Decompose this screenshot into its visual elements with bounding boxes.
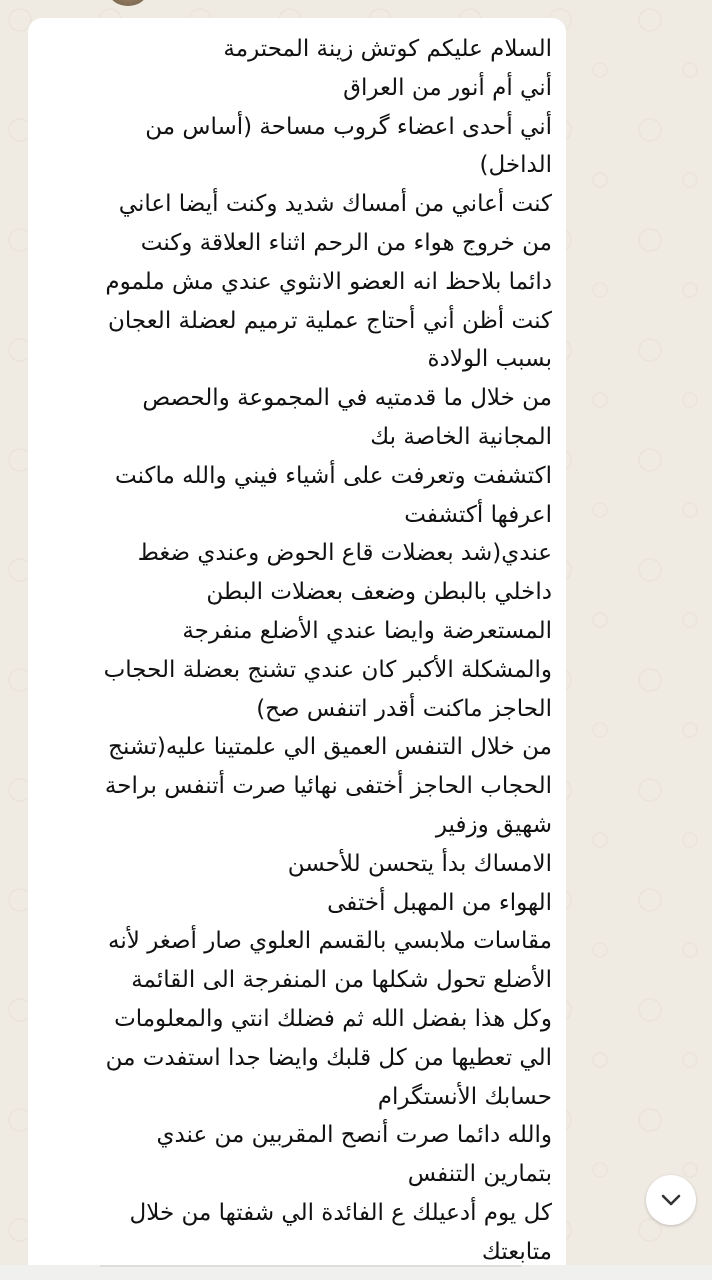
message-text-line: الامساك بدأ يتحسن للأحسن: [287, 850, 552, 877]
message-text-line: وكل هذا بفضل الله ثم فضلك انتي والمعلومات: [114, 1005, 552, 1032]
message-text-line: والمشكلة الأكبر كان عندي تشنج بعضلة الحجاب: [103, 656, 552, 683]
message-text-line: من خلال ما قدمتيه في المجموعة والحصص: [142, 385, 552, 412]
message-text-line: والله دائما صرت أنصح المقربين من عندي: [156, 1122, 552, 1149]
message-text-line: أني أم أنور من العراق: [343, 74, 552, 101]
message-text-line: دائما بلاحظ انه العضو الانثوي عندي مش ملموم: [105, 268, 552, 295]
message-text-line: كنت أظن أني أحتاج عملية ترميم لعضلة العجان: [107, 307, 552, 334]
message-text-line: حسابك الأنستگرام: [377, 1083, 552, 1110]
message-text-line: المجانية الخاصة بك: [370, 423, 552, 450]
message-text-line: الي تعطيها من كل قلبك وايضا جدا استفدت من: [105, 1044, 552, 1071]
message-text-line: الحاجز ماكنت أقدر اتنفس صح): [256, 695, 552, 722]
message-text-line: عندي(شد بعضلات قاع الحوض وعندي ضغط: [137, 540, 552, 567]
message-text-line: بتمارين التنفس: [407, 1161, 552, 1188]
message-text-line: متابعتك: [481, 1238, 552, 1265]
message-text-line: كل يوم أدعيلك ع الفائدة الي شفتها من خلال: [129, 1199, 552, 1226]
message-text-line: كنت أعاني من أمساك شديد وكنت أيضا اعاني: [118, 191, 552, 218]
message-text-line: بسبب الولادة: [427, 346, 552, 373]
message-bubble[interactable]: [28, 18, 566, 1268]
message-text-line: من خلال التنفس العميق الي علمتينا عليه(تشنج: [108, 734, 552, 761]
chevron-down-icon: [660, 1193, 682, 1207]
message-text-line: أني أحدى اعضاء گروب مساحة (أساس من: [145, 113, 552, 140]
message-text-line: من خروج هواء من الرحم اثناء العلاقة وكنت: [140, 229, 552, 256]
message-text-line: اكتشفت وتعرفت على أشياء فيني والله ماكنت: [115, 462, 552, 489]
message-text-line: الأضلع تحول شكلها من المنفرجة الى القائمة: [131, 967, 552, 994]
message-text-line: المستعرضة وايضا عندي الأضلع منفرجة: [182, 617, 552, 644]
message-text-line: داخلي بالبطن وضعف بعضلات البطن: [206, 579, 552, 606]
message-text-line: الداخل): [479, 152, 552, 179]
compose-bar: [0, 1265, 712, 1280]
message-text-line: الهواء من المهبل أختفى: [327, 889, 552, 916]
message-text-line: الحجاب الحاجز أختفى نهائيا صرت أتنفس براحة: [104, 773, 552, 800]
message-text-line: شهيق وزفير: [435, 811, 552, 838]
scroll-to-bottom-button[interactable]: [646, 1175, 696, 1225]
message-text-line: مقاسات ملابسي بالقسم العلوي صار أصغر لأنه: [108, 928, 552, 955]
message-text-line: اعرفها أكتشفت: [404, 501, 552, 528]
message-text-line: السلام عليكم كوتش زينة المحترمة: [223, 36, 552, 62]
